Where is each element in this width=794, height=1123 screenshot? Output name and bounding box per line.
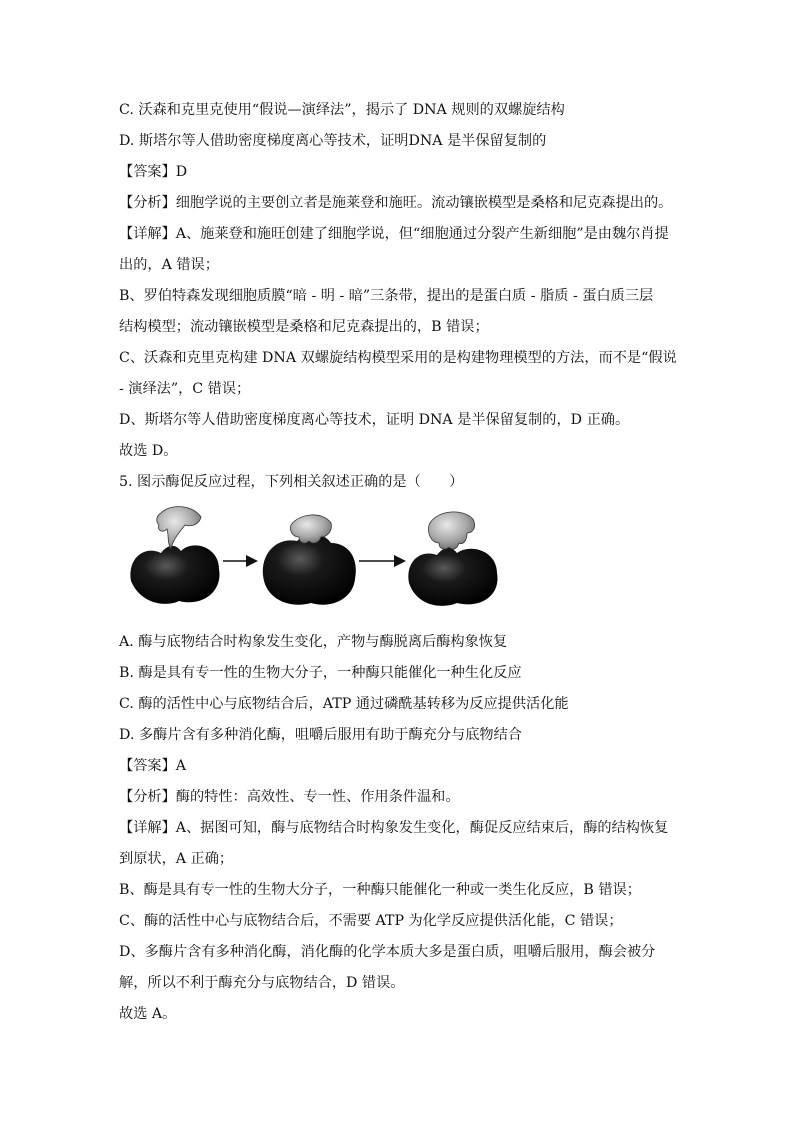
substrate-1	[157, 507, 201, 549]
document-page	[119, 95, 679, 1030]
enzyme-1	[130, 545, 219, 603]
analysis-line: 【分析】细胞学说的主要创立者是施莱登和施旺。流动镶嵌模型是桑格和尼克森提出的。	[119, 195, 673, 211]
option-c-line: C. 沃森和克里克使用“假说—演绎法”，揭示了 DNA 规则的双螺旋结构	[119, 102, 565, 118]
enzyme-substrate-complex	[263, 515, 356, 605]
enzyme-reaction-figure	[119, 503, 679, 621]
analysis-line: 【分析】酶的特性：高效性、专一性、作用条件温和。	[119, 789, 460, 805]
choice-c: C. 酶的活性中心与底物结合后，ATP 通过磷酰基转移为反应提供活化能	[119, 696, 569, 712]
explanation-line: B、罗伯特森发现细胞质膜“暗 - 明 - 暗”三条带，提出的是蛋白质 - 脂质 - 蛋白质三层	[119, 288, 654, 304]
enzyme-diagram	[127, 503, 507, 621]
explanation-line: 解，所以不利于酶充分与底物结合，D 错误。	[119, 975, 405, 991]
explanation-line: 结构模型；流动镶嵌模型是桑格和尼克森提出的，B 错误；	[119, 319, 489, 335]
question-stem: 5. 图示酶促反应过程，下列相关叙述正确的是（ ）	[119, 474, 464, 490]
explanation-line: 到原状，A 正确；	[119, 851, 234, 867]
explanation-line: C、酶的活性中心与底物结合后，不需要 ATP 为化学反应提供活化能，C 错误；	[119, 913, 623, 929]
enzyme-product-release	[408, 512, 497, 606]
conclusion-line: 故选 A。	[119, 1006, 177, 1022]
answer-line: 【答案】D	[119, 164, 188, 180]
explanation-line: 【详解】A、施莱登和施旺创建了细胞学说，但“细胞通过分裂产生新细胞”是由魏尔肖提	[119, 226, 669, 242]
option-d-line: D. 斯塔尔等人借助密度梯度离心等技术，证明DNA 是半保留复制的	[119, 133, 547, 149]
explanation-line: - 演绎法”，C 错误；	[119, 381, 251, 397]
choice-d: D. 多酶片含有多种消化酶，咀嚼后服用有助于酶充分与底物结合	[119, 727, 522, 743]
enzyme-substrate-separate	[130, 507, 219, 604]
explanation-line: D、斯塔尔等人借助密度梯度离心等技术，证明 DNA 是半保留复制的，D 正确。	[119, 412, 630, 428]
answer-line: 【答案】A	[119, 758, 186, 774]
explanation-line: 出的，A 错误；	[119, 257, 219, 273]
explanation-line: C、沃森和克里克构建 DNA 双螺旋结构模型采用的是构建物理模型的方法，而不是“假说	[119, 350, 677, 366]
explanation-line: B、酶是具有专一性的生物大分子，一种酶只能催化一种或一类生化反应，B 错误；	[119, 882, 641, 898]
explanation-line: 【详解】A、据图可知，酶与底物结合时构象发生变化，酶促反应结束后，酶的结构恢复	[119, 820, 669, 836]
conclusion-line: 故选 D。	[119, 443, 178, 459]
choice-b: B. 酶是具有专一性的生物大分子，一种酶只能催化一种生化反应	[119, 665, 522, 681]
enzyme-2	[263, 535, 356, 605]
product	[428, 512, 474, 549]
choice-a: A. 酶与底物结合时构象发生变化，产物与酶脱离后酶构象恢复	[119, 634, 508, 650]
explanation-line: D、多酶片含有多种消化酶，消化酶的化学本质大多是蛋白质，咀嚼后服用，酶会被分	[119, 944, 656, 960]
enzyme-3	[408, 548, 497, 606]
